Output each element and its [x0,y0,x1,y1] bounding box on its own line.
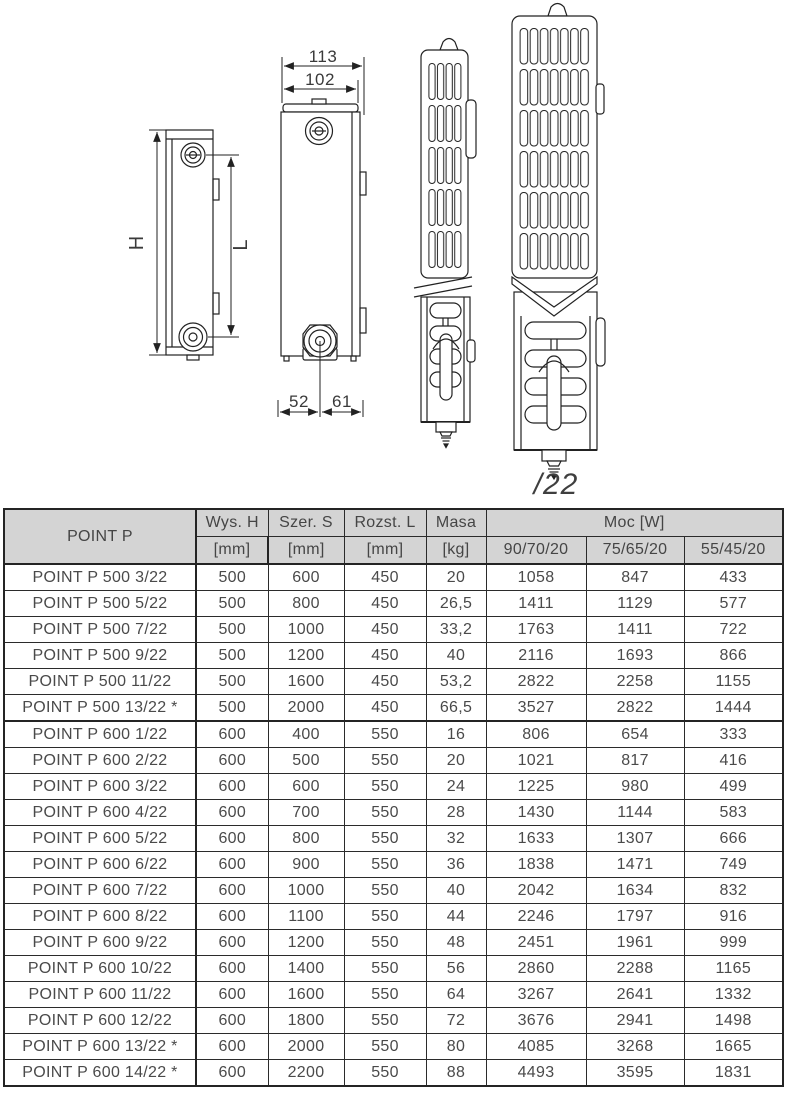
cell-rozst-l: 550 [344,930,426,956]
cell-szer-s: 1400 [268,956,344,982]
cell-masa: 53,2 [426,669,486,695]
cell-szer-s: 800 [268,591,344,617]
cell-model: POINT P 500 13/22 * [4,695,196,722]
table-row [4,1008,783,1034]
cell-wys-h: 600 [196,852,268,878]
cell-moc-75-65-20: 1693 [586,643,684,669]
cell-masa: 16 [426,721,486,748]
cell-rozst-l: 450 [344,643,426,669]
bottom-connection-pipe [547,356,561,430]
dimension-h [149,130,168,355]
cell-moc-75-65-20: 3595 [586,1060,684,1087]
cell-moc-75-65-20: 2258 [586,669,684,695]
cell-model: POINT P 500 5/22 [4,591,196,617]
cell-wys-h: 600 [196,826,268,852]
table-row [4,982,783,1008]
cell-moc-55-45-20: 577 [684,591,783,617]
cell-masa: 26,5 [426,591,486,617]
cell-masa: 44 [426,904,486,930]
cell-masa: 88 [426,1060,486,1087]
header-rozst: Rozst. L [344,509,426,537]
cell-model: POINT P 500 3/22 [4,564,196,591]
table-row [4,878,783,904]
cell-masa: 33,2 [426,617,486,643]
cell-model: POINT P 600 2/22 [4,748,196,774]
cell-wys-h: 500 [196,591,268,617]
cell-moc-90-70-20: 3267 [486,982,586,1008]
cell-model: POINT P 600 3/22 [4,774,196,800]
side-view [149,130,239,360]
dim-l-label: L [230,239,252,251]
cell-model: POINT P 500 9/22 [4,643,196,669]
cell-wys-h: 600 [196,1034,268,1060]
cell-moc-90-70-20: 1058 [486,564,586,591]
radiator-drawing-svg [0,0,786,502]
cell-rozst-l: 550 [344,982,426,1008]
cell-masa: 40 [426,643,486,669]
cell-wys-h: 600 [196,800,268,826]
cell-szer-s: 900 [268,852,344,878]
cell-model: POINT P 500 11/22 [4,669,196,695]
table-row [4,852,783,878]
cell-wys-h: 500 [196,564,268,591]
front-view [278,57,366,417]
cell-moc-55-45-20: 1332 [684,982,783,1008]
section-view-large [512,4,605,480]
cell-wys-h: 500 [196,695,268,722]
cell-szer-s: 2000 [268,695,344,722]
cell-wys-h: 600 [196,774,268,800]
cell-rozst-l: 550 [344,878,426,904]
table-row [4,904,783,930]
cell-rozst-l: 550 [344,748,426,774]
cell-masa: 48 [426,930,486,956]
cell-moc-75-65-20: 1471 [586,852,684,878]
table-row [4,956,783,982]
cell-moc-90-70-20: 2451 [486,930,586,956]
table-row [4,617,783,643]
cell-rozst-l: 450 [344,617,426,643]
table-row [4,591,783,617]
cell-szer-s: 700 [268,800,344,826]
cell-moc-90-70-20: 2116 [486,643,586,669]
cell-rozst-l: 550 [344,800,426,826]
table-row [4,669,783,695]
cell-rozst-l: 550 [344,721,426,748]
cell-wys-h: 600 [196,748,268,774]
cell-moc-90-70-20: 2860 [486,956,586,982]
cell-szer-s: 500 [268,748,344,774]
cell-szer-s: 400 [268,721,344,748]
cell-moc-75-65-20: 980 [586,774,684,800]
technical-drawings [0,0,786,502]
cell-moc-90-70-20: 2246 [486,904,586,930]
table-row [4,721,783,748]
cell-moc-75-65-20: 1144 [586,800,684,826]
table-row [4,564,783,591]
cell-rozst-l: 550 [344,956,426,982]
spec-table [3,508,784,1087]
cell-moc-55-45-20: 1831 [684,1060,783,1087]
cell-wys-h: 600 [196,1008,268,1034]
cell-masa: 40 [426,878,486,904]
cell-moc-75-65-20: 1129 [586,591,684,617]
header-temp-90-70-20: 90/70/20 [486,537,586,565]
cell-rozst-l: 550 [344,1008,426,1034]
cell-moc-90-70-20: 2042 [486,878,586,904]
section-view-small [414,39,476,448]
wall-bracket [213,179,219,200]
table-row [4,643,783,669]
cell-wys-h: 600 [196,930,268,956]
header-unit-mm: [mm] [344,537,426,565]
cell-moc-90-70-20: 3527 [486,695,586,722]
cell-masa: 28 [426,800,486,826]
front-top-valve [306,118,333,145]
cell-moc-55-45-20: 916 [684,904,783,930]
header-temp-55-45-20: 55/45/20 [684,537,783,565]
dim-61-label: 61 [332,392,352,411]
cell-moc-75-65-20: 817 [586,748,684,774]
dim-102-label: 102 [305,70,335,89]
cell-model: POINT P 600 10/22 [4,956,196,982]
cell-model: POINT P 600 13/22 * [4,1034,196,1060]
cell-szer-s: 800 [268,826,344,852]
spec-table-header [4,509,783,564]
side-top-valve [181,143,205,167]
table-row [4,1060,783,1087]
wall-bracket [360,172,366,195]
cell-wys-h: 600 [196,956,268,982]
cell-masa: 56 [426,956,486,982]
cell-moc-55-45-20: 832 [684,878,783,904]
cell-wys-h: 600 [196,1060,268,1087]
dim-52-label: 52 [289,392,309,411]
header-temp-75-65-20: 75/65/20 [586,537,684,565]
cell-model: POINT P 600 4/22 [4,800,196,826]
cell-szer-s: 2000 [268,1034,344,1060]
cell-moc-90-70-20: 1225 [486,774,586,800]
dim-h-label: H [126,235,148,251]
table-row [4,800,783,826]
cell-moc-75-65-20: 2822 [586,695,684,722]
cell-rozst-l: 550 [344,1034,426,1060]
cell-moc-75-65-20: 1307 [586,826,684,852]
cell-masa: 64 [426,982,486,1008]
cell-moc-75-65-20: 2288 [586,956,684,982]
header-unit-mm: [mm] [196,537,268,565]
cell-rozst-l: 450 [344,591,426,617]
side-bottom-valve [179,323,207,351]
cell-moc-55-45-20: 333 [684,721,783,748]
cell-model: POINT P 600 12/22 [4,1008,196,1034]
table-row [4,695,783,722]
cell-moc-55-45-20: 722 [684,617,783,643]
cell-rozst-l: 550 [344,826,426,852]
cell-model: POINT P 500 7/22 [4,617,196,643]
cell-szer-s: 1800 [268,1008,344,1034]
cell-masa: 36 [426,852,486,878]
cell-model: POINT P 600 5/22 [4,826,196,852]
cell-moc-75-65-20: 1411 [586,617,684,643]
cell-szer-s: 1600 [268,669,344,695]
cell-moc-90-70-20: 806 [486,721,586,748]
cell-moc-55-45-20: 999 [684,930,783,956]
cell-model: POINT P 600 8/22 [4,904,196,930]
bottom-connection-pipe [440,334,452,400]
cell-moc-90-70-20: 3676 [486,1008,586,1034]
header-unit-kg: [kg] [426,537,486,565]
cell-rozst-l: 550 [344,1060,426,1087]
cell-moc-90-70-20: 1411 [486,591,586,617]
cell-moc-90-70-20: 1633 [486,826,586,852]
cell-wys-h: 500 [196,643,268,669]
table-row [4,748,783,774]
cell-moc-55-45-20: 583 [684,800,783,826]
cell-szer-s: 1100 [268,904,344,930]
cell-moc-55-45-20: 1155 [684,669,783,695]
cell-rozst-l: 450 [344,564,426,591]
cell-wys-h: 500 [196,617,268,643]
cell-moc-75-65-20: 1634 [586,878,684,904]
cell-moc-55-45-20: 1165 [684,956,783,982]
cell-rozst-l: 550 [344,774,426,800]
header-moc: Moc [W] [486,509,783,537]
cell-model: POINT P 600 7/22 [4,878,196,904]
table-row [4,826,783,852]
header-wys: Wys. H [196,509,268,537]
cell-masa: 24 [426,774,486,800]
cell-rozst-l: 450 [344,669,426,695]
cell-moc-75-65-20: 654 [586,721,684,748]
header-szer: Szer. S [268,509,344,537]
cell-rozst-l: 550 [344,904,426,930]
cell-moc-55-45-20: 416 [684,748,783,774]
cell-moc-55-45-20: 1665 [684,1034,783,1060]
cell-moc-90-70-20: 4085 [486,1034,586,1060]
cell-masa: 20 [426,564,486,591]
drain-valve [436,422,456,448]
cell-wys-h: 600 [196,721,268,748]
cell-szer-s: 1200 [268,930,344,956]
cell-moc-55-45-20: 433 [684,564,783,591]
cell-masa: 80 [426,1034,486,1060]
cell-moc-75-65-20: 3268 [586,1034,684,1060]
cell-moc-90-70-20: 1763 [486,617,586,643]
cell-moc-55-45-20: 1498 [684,1008,783,1034]
cell-masa: 20 [426,748,486,774]
cell-moc-90-70-20: 1838 [486,852,586,878]
cell-szer-s: 2200 [268,1060,344,1087]
cell-moc-75-65-20: 1797 [586,904,684,930]
cell-moc-55-45-20: 499 [684,774,783,800]
cell-masa: 32 [426,826,486,852]
cell-rozst-l: 450 [344,695,426,722]
cell-szer-s: 1200 [268,643,344,669]
cell-moc-90-70-20: 4493 [486,1060,586,1087]
type-22-label: /22 [533,468,579,501]
cell-model: POINT P 600 11/22 [4,982,196,1008]
cell-model: POINT P 600 14/22 * [4,1060,196,1087]
cell-moc-75-65-20: 1961 [586,930,684,956]
cell-moc-55-45-20: 866 [684,643,783,669]
cell-szer-s: 600 [268,774,344,800]
cell-masa: 66,5 [426,695,486,722]
cell-wys-h: 600 [196,878,268,904]
header-point-p: POINT P [4,509,196,564]
cell-model: POINT P 600 9/22 [4,930,196,956]
cell-moc-90-70-20: 2822 [486,669,586,695]
cell-szer-s: 1600 [268,982,344,1008]
cell-wys-h: 600 [196,904,268,930]
cell-moc-90-70-20: 1430 [486,800,586,826]
cell-wys-h: 600 [196,982,268,1008]
dim-113-label: 113 [308,47,338,66]
cell-wys-h: 500 [196,669,268,695]
header-unit-mm: [mm] [268,537,344,565]
cell-model: POINT P 600 6/22 [4,852,196,878]
cell-szer-s: 600 [268,564,344,591]
cell-moc-75-65-20: 2941 [586,1008,684,1034]
spec-table-body [4,564,783,1086]
cell-rozst-l: 550 [344,852,426,878]
cell-szer-s: 1000 [268,878,344,904]
cell-szer-s: 1000 [268,617,344,643]
table-row [4,774,783,800]
cell-moc-75-65-20: 2641 [586,982,684,1008]
cell-moc-90-70-20: 1021 [486,748,586,774]
cell-moc-75-65-20: 847 [586,564,684,591]
cell-moc-55-45-20: 749 [684,852,783,878]
header-masa: Masa [426,509,486,537]
cell-moc-55-45-20: 666 [684,826,783,852]
cell-moc-55-45-20: 1444 [684,695,783,722]
cell-masa: 72 [426,1008,486,1034]
wall-bracket [213,293,219,314]
wall-bracket [360,308,366,333]
table-row [4,930,783,956]
cell-model: POINT P 600 1/22 [4,721,196,748]
table-row [4,1034,783,1060]
